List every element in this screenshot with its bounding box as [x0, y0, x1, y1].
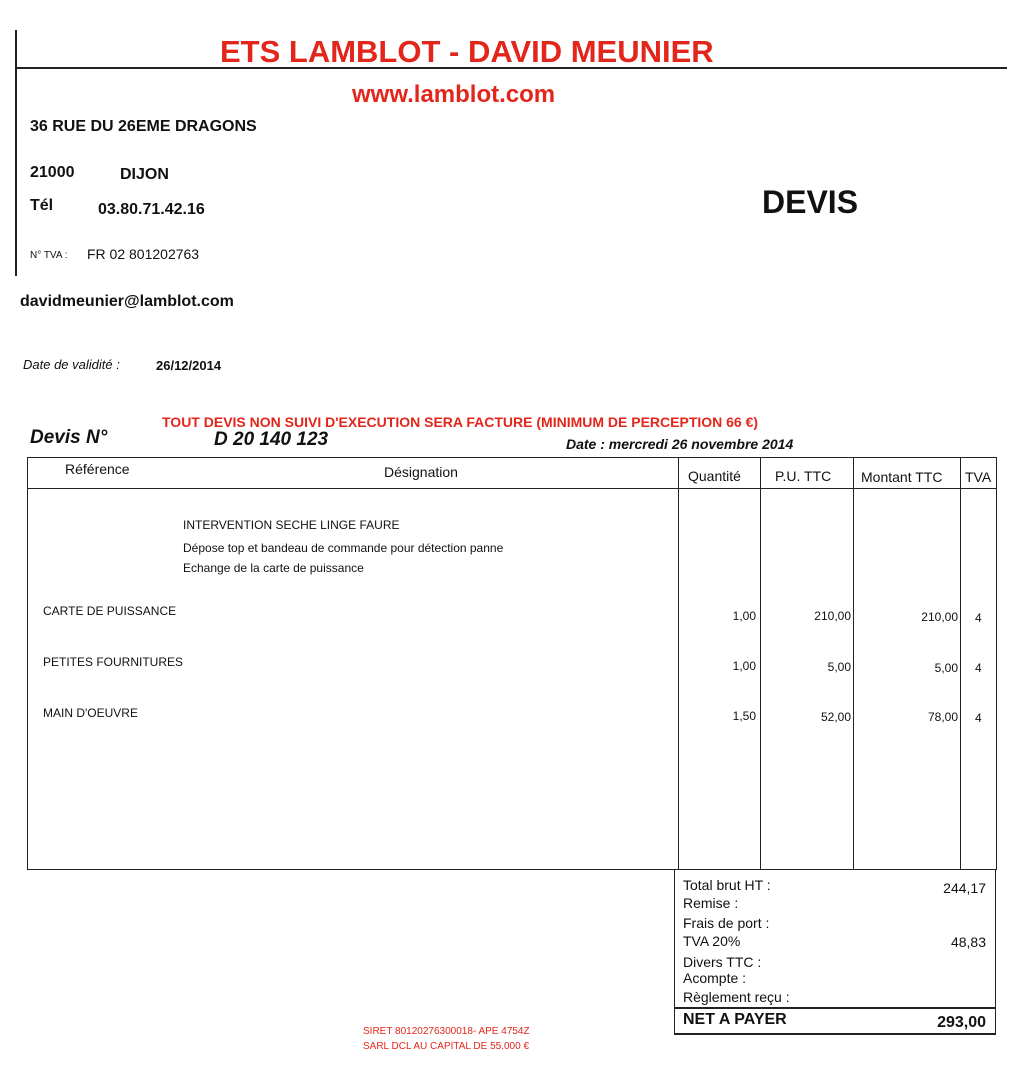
table-right-border — [996, 457, 997, 870]
row-unit-price: 52,00 — [820, 710, 851, 724]
company-email: davidmeunier@lamblot.com — [20, 293, 234, 310]
table-header-border — [27, 488, 997, 489]
row-designation: MAIN D'OEUVRE — [43, 706, 138, 720]
row-designation: PETITES FOURNITURES — [43, 655, 184, 669]
total-gross-value: 244,17 — [943, 880, 986, 896]
row-amount: 210,00 — [921, 610, 958, 624]
vat-value: 48,83 — [950, 934, 986, 950]
tva-label: N° TVA : — [30, 250, 68, 261]
company-tva-number: FR 02 801202763 — [87, 246, 200, 262]
tel-label: Tél — [30, 197, 54, 214]
col-sep-unit-price — [760, 457, 761, 870]
totals-bottom-border — [674, 1033, 996, 1035]
col-sep-vat — [960, 457, 961, 870]
row-amount: 5,00 — [934, 661, 958, 675]
row-quantity: 1,00 — [732, 659, 756, 673]
vat-label: TVA 20% — [683, 933, 741, 949]
validity-date: 26/12/2014 — [156, 358, 222, 373]
document-title: DEVIS — [762, 184, 859, 220]
deposit-label: Acompte : — [683, 970, 747, 986]
row-unit-price: 5,00 — [827, 660, 851, 674]
company-tel: 03.80.71.42.16 — [98, 201, 205, 218]
table-bottom-border — [27, 869, 997, 870]
validity-label: Date de validité : — [23, 357, 120, 372]
quote-number-label: Devis N° — [30, 427, 108, 448]
footer-siret: SIRET 80120276300018- APE 4754Z — [363, 1026, 530, 1037]
row-quantity: 1,50 — [732, 709, 756, 723]
row-quantity: 1,00 — [732, 609, 756, 623]
company-address: 36 RUE DU 26EME DRAGONS — [30, 118, 257, 135]
company-zip: 21000 — [30, 164, 75, 181]
col-sep-amount — [853, 457, 854, 870]
row-vat: 4 — [975, 661, 982, 675]
totals-right-border — [995, 869, 996, 1034]
company-city: DIJON — [120, 166, 169, 183]
footer-capital: SARL DCL AU CAPITAL DE 55.000 € — [363, 1041, 530, 1052]
header-vat: TVA — [965, 469, 992, 485]
discount-label: Remise : — [683, 895, 739, 911]
intervention-title: INTERVENTION SECHE LINGE FAURE — [183, 518, 400, 532]
col-sep-quantity — [678, 457, 679, 870]
totals-left-border — [674, 869, 675, 1034]
row-designation: CARTE DE PUISSANCE — [43, 604, 177, 618]
misc-label: Divers TTC : — [683, 954, 762, 970]
table-top-border — [27, 457, 997, 458]
row-unit-price: 210,00 — [814, 609, 851, 623]
row-amount: 78,00 — [927, 710, 958, 724]
total-gross-label: Total brut HT : — [683, 877, 771, 893]
row-vat: 4 — [975, 711, 982, 725]
payment-received-label: Règlement reçu : — [683, 989, 790, 1005]
intervention-detail: Echange de la carte de puissance — [183, 561, 364, 575]
header-amount: Montant TTC — [861, 469, 943, 485]
quote-number: D 20 140 123 — [214, 429, 329, 450]
quote-date: Date : mercredi 26 novembre 2014 — [566, 436, 794, 452]
row-vat: 4 — [975, 611, 982, 625]
net-to-pay-value: 293,00 — [937, 1014, 986, 1031]
net-to-pay-label: NET A PAYER — [683, 1011, 787, 1028]
header-unit-price: P.U. TTC — [775, 468, 832, 484]
shipping-label: Frais de port : — [683, 915, 770, 931]
intervention-detail: Dépose top et bandeau de commande pour détection panne — [183, 541, 504, 555]
execution-notice: TOUT DEVIS NON SUIVI D'EXECUTION SERA FACTURE (MINIMUM DE PERCEPTION 66 €) — [162, 414, 759, 430]
company-website: www.lamblot.com — [352, 81, 556, 108]
header-designation: Désignation — [384, 464, 458, 480]
table-left-border — [27, 457, 28, 870]
header-quantity: Quantité — [688, 468, 741, 484]
header-reference: Référence — [65, 461, 130, 477]
company-name: ETS LAMBLOT - DAVID MEUNIER — [220, 34, 714, 69]
totals-net-separator — [674, 1007, 996, 1009]
